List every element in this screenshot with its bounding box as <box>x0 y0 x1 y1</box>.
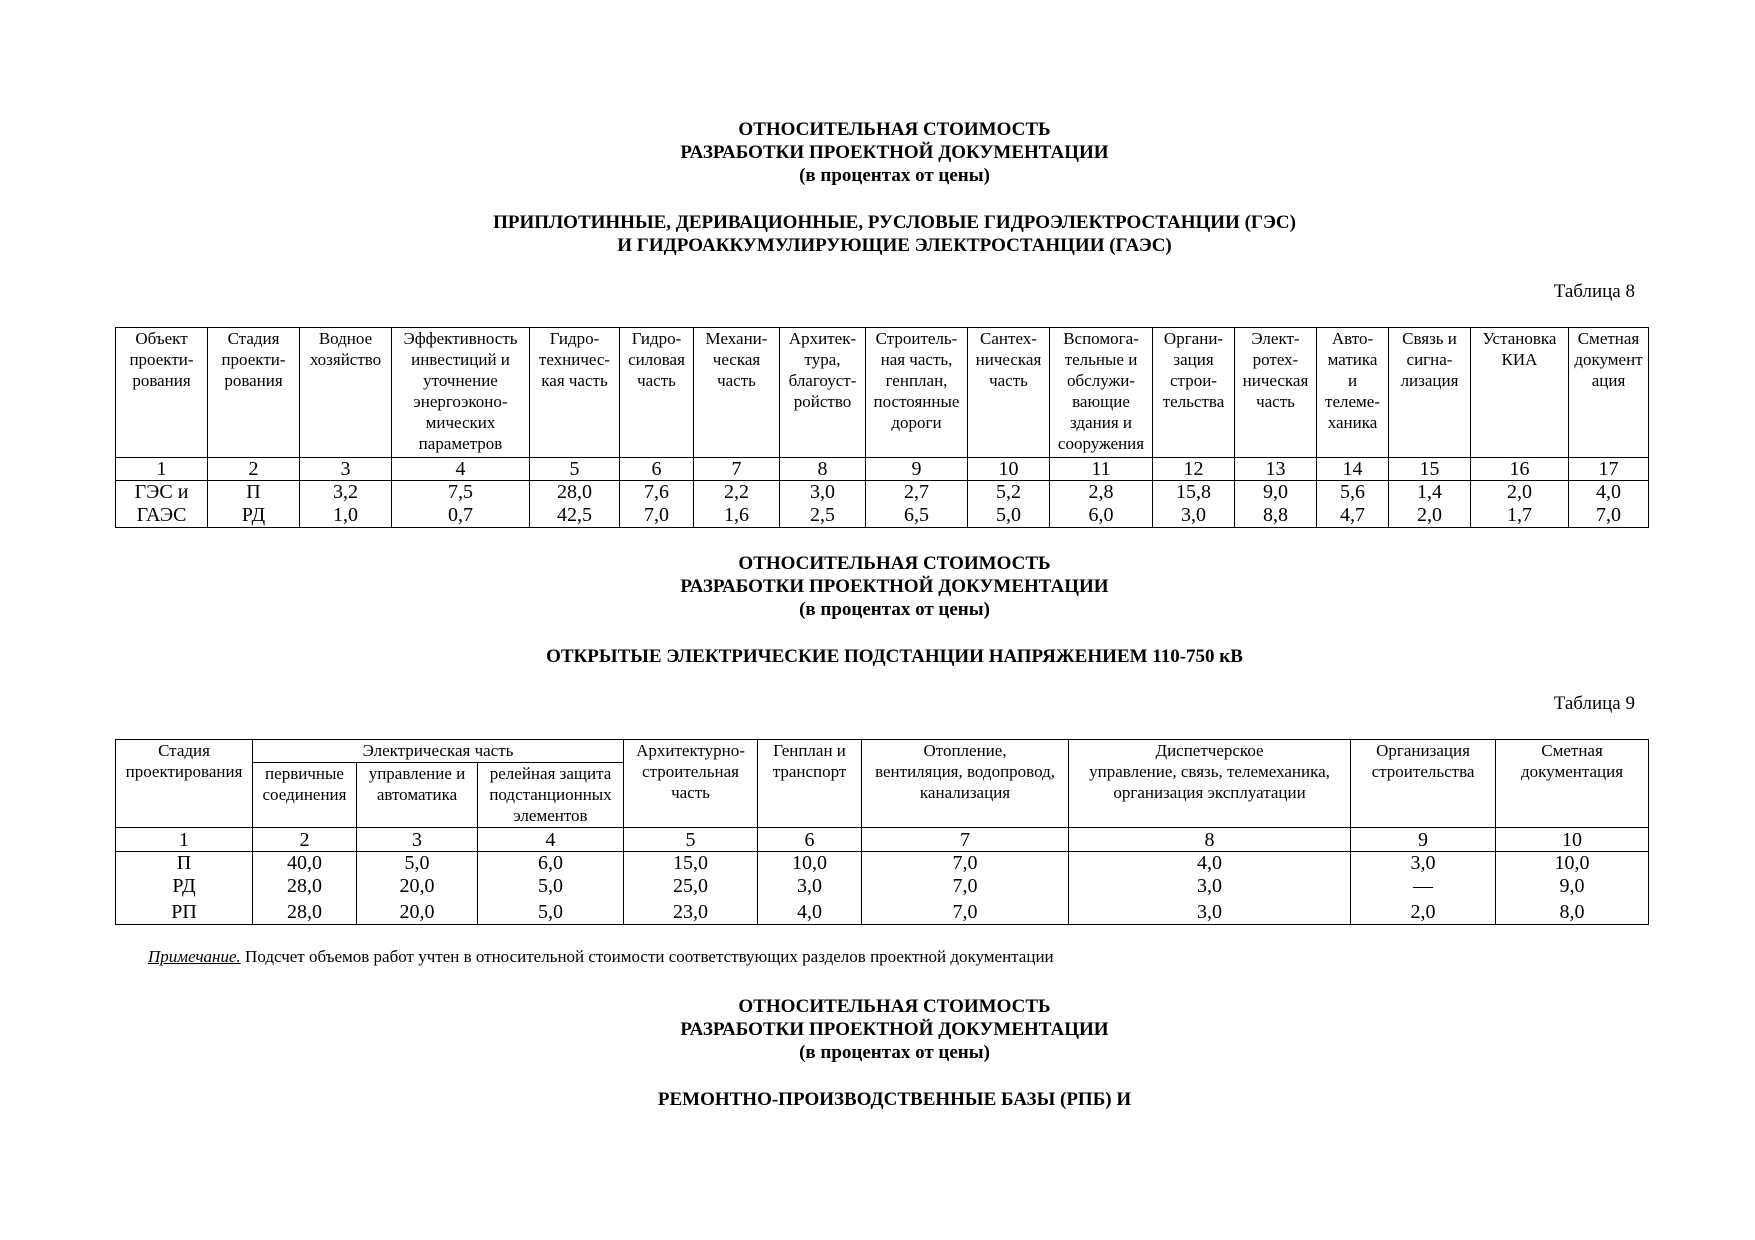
value: 5,6 <box>1340 481 1365 503</box>
heading-line: ОТНОСИТЕЛЬНАЯ СТОИМОСТЬ <box>738 119 1051 140</box>
data-cell <box>530 481 620 528</box>
table-9-note <box>148 946 1054 967</box>
data-cell: 2,0 <box>1351 898 1496 924</box>
value: 7,0 <box>644 504 669 526</box>
header-cell: Связь и сигна- лизация <box>1389 328 1471 458</box>
column-number: 2 <box>208 458 300 481</box>
value: П <box>246 481 261 503</box>
section1-heading <box>0 118 1755 187</box>
data-cell: 4,0 <box>1069 852 1351 876</box>
header-cell: Стадия проектирования <box>116 740 253 828</box>
heading-line: (в процентах от цены) <box>799 165 990 186</box>
data-cell <box>1317 481 1389 528</box>
value: 2,7 <box>904 481 929 503</box>
column-number: 6 <box>620 458 694 481</box>
header-cell: Гидро- техничес- кая часть <box>530 328 620 458</box>
value: 6,5 <box>904 504 929 526</box>
value: 2,0 <box>1417 504 1442 526</box>
header-cell: Строитель- ная часть, генплан, постоянные дороги <box>866 328 968 458</box>
table-row <box>116 852 1649 876</box>
data-cell <box>866 481 968 528</box>
data-cell <box>1153 481 1235 528</box>
column-number: 11 <box>1050 458 1153 481</box>
header-cell: Авто- матика и телеме- ханика <box>1317 328 1389 458</box>
header-cell: Сметная документ ация <box>1569 328 1649 458</box>
value: 5,0 <box>996 504 1021 526</box>
data-cell: П <box>116 852 253 876</box>
data-cell: 7,0 <box>862 875 1069 898</box>
header-cell: Сметная документация <box>1496 740 1649 828</box>
heading-line: РАЗРАБОТКИ ПРОЕКТНОЙ ДОКУМЕНТАЦИИ <box>680 576 1109 597</box>
column-number: 14 <box>1317 458 1389 481</box>
data-cell <box>620 481 694 528</box>
column-number: 6 <box>758 828 862 852</box>
heading-line: ОТНОСИТЕЛЬНАЯ СТОИМОСТЬ <box>738 996 1051 1017</box>
data-cell <box>968 481 1050 528</box>
column-number: 3 <box>357 828 478 852</box>
data-cell: 28,0 <box>253 875 357 898</box>
column-number: 5 <box>530 458 620 481</box>
value: 2,0 <box>1507 481 1532 503</box>
data-cell <box>1389 481 1471 528</box>
header-cell: Органи- зация строи- тельства <box>1153 328 1235 458</box>
data-cell: 40,0 <box>253 852 357 876</box>
column-number: 3 <box>300 458 392 481</box>
table-8-header-row <box>116 328 1649 458</box>
column-number: 1 <box>116 828 253 852</box>
column-number: 2 <box>253 828 357 852</box>
header-cell: Элект- ротех- ническая часть <box>1235 328 1317 458</box>
data-cell: 8,0 <box>1496 898 1649 924</box>
data-cell: 3,0 <box>758 875 862 898</box>
data-cell <box>694 481 780 528</box>
value: 1,7 <box>1507 504 1532 526</box>
data-cell: 10,0 <box>758 852 862 876</box>
value: 7,6 <box>644 481 669 503</box>
header-cell: первичные соединения <box>253 763 357 828</box>
value: 8,8 <box>1263 504 1288 526</box>
header-cell: Стадия проекти- рования <box>208 328 300 458</box>
data-cell <box>780 481 866 528</box>
data-cell: 25,0 <box>624 875 758 898</box>
heading-line: РАЗРАБОТКИ ПРОЕКТНОЙ ДОКУМЕНТАЦИИ <box>680 142 1109 163</box>
table-8-number: Таблица 8 <box>1553 281 1635 302</box>
table-9 <box>115 739 1649 925</box>
table-9-number-row <box>116 828 1649 852</box>
value: 6,0 <box>1088 504 1114 526</box>
data-cell: РД <box>116 875 253 898</box>
header-cell: Установка КИА <box>1471 328 1569 458</box>
subheading-line: ПРИПЛОТИННЫЕ, ДЕРИВАЦИОННЫЕ, РУСЛОВЫЕ ГИДРОЭЛЕКТРОСТАНЦИИ (ГЭС) <box>493 212 1296 233</box>
column-number: 9 <box>1351 828 1496 852</box>
value: 2,5 <box>810 504 835 526</box>
header-cell: Диспетчерское управление, связь, телемеханика, организация эксплуатации <box>1069 740 1351 828</box>
header-cell: Архитек- тура, благоуст- ройство <box>780 328 866 458</box>
subheading-line: ОТКРЫТЫЕ ЭЛЕКТРИЧЕСКИЕ ПОДСТАНЦИИ НАПРЯЖЕНИЕМ 110-750 кВ <box>546 646 1243 667</box>
data-cell: 7,0 <box>862 852 1069 876</box>
subheading-line: РЕМОНТНО-ПРОИЗВОДСТВЕННЫЕ БАЗЫ (РПБ) И <box>657 1089 1132 1110</box>
value: 2,2 <box>724 481 749 503</box>
column-number: 12 <box>1153 458 1235 481</box>
column-number: 8 <box>1069 828 1351 852</box>
header-cell: Гидро- силовая часть <box>620 328 694 458</box>
header-cell: Вспомога- тельные и обслужи- вающие здания и сооружения <box>1050 328 1153 458</box>
note-text: Подсчет объемов работ учтен в относительной стоимости соответствующих разделов проектной документации <box>240 947 1054 966</box>
table-8 <box>115 327 1649 528</box>
table-8-number-row <box>116 458 1649 481</box>
object-cell: ГЭС и ГАЭС <box>116 481 208 528</box>
column-number: 13 <box>1235 458 1317 481</box>
data-cell: 20,0 <box>357 875 478 898</box>
value: 1,4 <box>1417 481 1442 503</box>
data-cell: 28,0 <box>253 898 357 924</box>
value: 1,0 <box>333 504 358 526</box>
value: 42,5 <box>557 504 592 526</box>
column-number: 10 <box>1496 828 1649 852</box>
data-cell: 7,0 <box>862 898 1069 924</box>
value: 3,2 <box>333 481 358 503</box>
data-cell: 6,0 <box>478 852 624 876</box>
column-number: 7 <box>862 828 1069 852</box>
header-cell: Электрическая часть <box>253 740 624 763</box>
data-cell: 10,0 <box>1496 852 1649 876</box>
data-cell: 20,0 <box>357 898 478 924</box>
data-cell <box>1050 481 1153 528</box>
data-cell <box>208 481 300 528</box>
column-number: 8 <box>780 458 866 481</box>
value: 3,0 <box>810 481 835 503</box>
heading-line: ОТНОСИТЕЛЬНАЯ СТОИМОСТЬ <box>738 553 1051 574</box>
section2-subheading <box>0 645 1755 668</box>
table-row <box>116 898 1649 924</box>
header-cell: Организация строительства <box>1351 740 1496 828</box>
value: 0,7 <box>448 504 473 526</box>
note-label: Примечание. <box>148 947 241 966</box>
header-cell: Эффективность инвестиций и уточнение энергоэконо- мических параметров <box>392 328 530 458</box>
heading-line: РАЗРАБОТКИ ПРОЕКТНОЙ ДОКУМЕНТАЦИИ <box>680 1019 1109 1040</box>
data-cell: — <box>1351 875 1496 898</box>
value: 3,0 <box>1181 504 1206 526</box>
header-cell: Водное хозяйство <box>300 328 392 458</box>
table-8-data-row <box>116 481 1649 528</box>
value: 9,0 <box>1263 481 1288 503</box>
data-cell: 3,0 <box>1069 875 1351 898</box>
column-number: 4 <box>392 458 530 481</box>
value: РД <box>241 504 266 526</box>
header-cell: Сантех- ническая часть <box>968 328 1050 458</box>
column-number: 5 <box>624 828 758 852</box>
value: 15,8 <box>1176 481 1211 503</box>
column-number: 9 <box>866 458 968 481</box>
data-cell: РП <box>116 898 253 924</box>
data-cell <box>300 481 392 528</box>
value: 7,0 <box>1596 504 1621 526</box>
value: 28,0 <box>557 481 592 503</box>
data-cell: 5,0 <box>478 875 624 898</box>
value: 2,8 <box>1088 481 1114 503</box>
data-cell <box>1569 481 1649 528</box>
data-cell: 5,0 <box>357 852 478 876</box>
header-cell: Архитектурно- строительная часть <box>624 740 758 828</box>
header-cell: Механи- ческая часть <box>694 328 780 458</box>
table-9-number: Таблица 9 <box>1553 693 1635 714</box>
subheading-line: И ГИДРОАККУМУЛИРУЮЩИЕ ЭЛЕКТРОСТАНЦИИ (ГАЭС) <box>617 235 1172 256</box>
section2-heading <box>0 552 1755 621</box>
value: 1,6 <box>724 504 749 526</box>
header-cell: релейная защита подстанционных элементов <box>478 763 624 828</box>
table-9-header-row <box>116 740 1649 763</box>
column-number: 10 <box>968 458 1050 481</box>
data-cell <box>1235 481 1317 528</box>
data-cell: 15,0 <box>624 852 758 876</box>
data-cell <box>1471 481 1569 528</box>
section3-subheading <box>0 1088 1755 1111</box>
column-number: 7 <box>694 458 780 481</box>
data-cell: 9,0 <box>1496 875 1649 898</box>
column-number: 15 <box>1389 458 1471 481</box>
data-cell: 3,0 <box>1069 898 1351 924</box>
header-cell: управление и автоматика <box>357 763 478 828</box>
value: 4,7 <box>1340 504 1365 526</box>
table-row <box>116 875 1649 898</box>
data-cell: 3,0 <box>1351 852 1496 876</box>
header-cell: Отопление, вентиляция, водопровод, канализация <box>862 740 1069 828</box>
value: 7,5 <box>448 481 473 503</box>
data-cell <box>392 481 530 528</box>
value: 5,2 <box>996 481 1021 503</box>
section1-subheading <box>0 211 1755 257</box>
heading-line: (в процентах от цены) <box>799 1042 990 1063</box>
column-number: 4 <box>478 828 624 852</box>
column-number: 17 <box>1569 458 1649 481</box>
data-cell: 5,0 <box>478 898 624 924</box>
column-number: 16 <box>1471 458 1569 481</box>
data-cell: 4,0 <box>758 898 862 924</box>
value: 4,0 <box>1596 481 1621 503</box>
header-cell: Объект проекти- рования <box>116 328 208 458</box>
column-number: 1 <box>116 458 208 481</box>
data-cell: 23,0 <box>624 898 758 924</box>
heading-line: (в процентах от цены) <box>799 599 990 620</box>
header-cell: Генплан и транспорт <box>758 740 862 828</box>
section3-heading <box>0 995 1755 1064</box>
